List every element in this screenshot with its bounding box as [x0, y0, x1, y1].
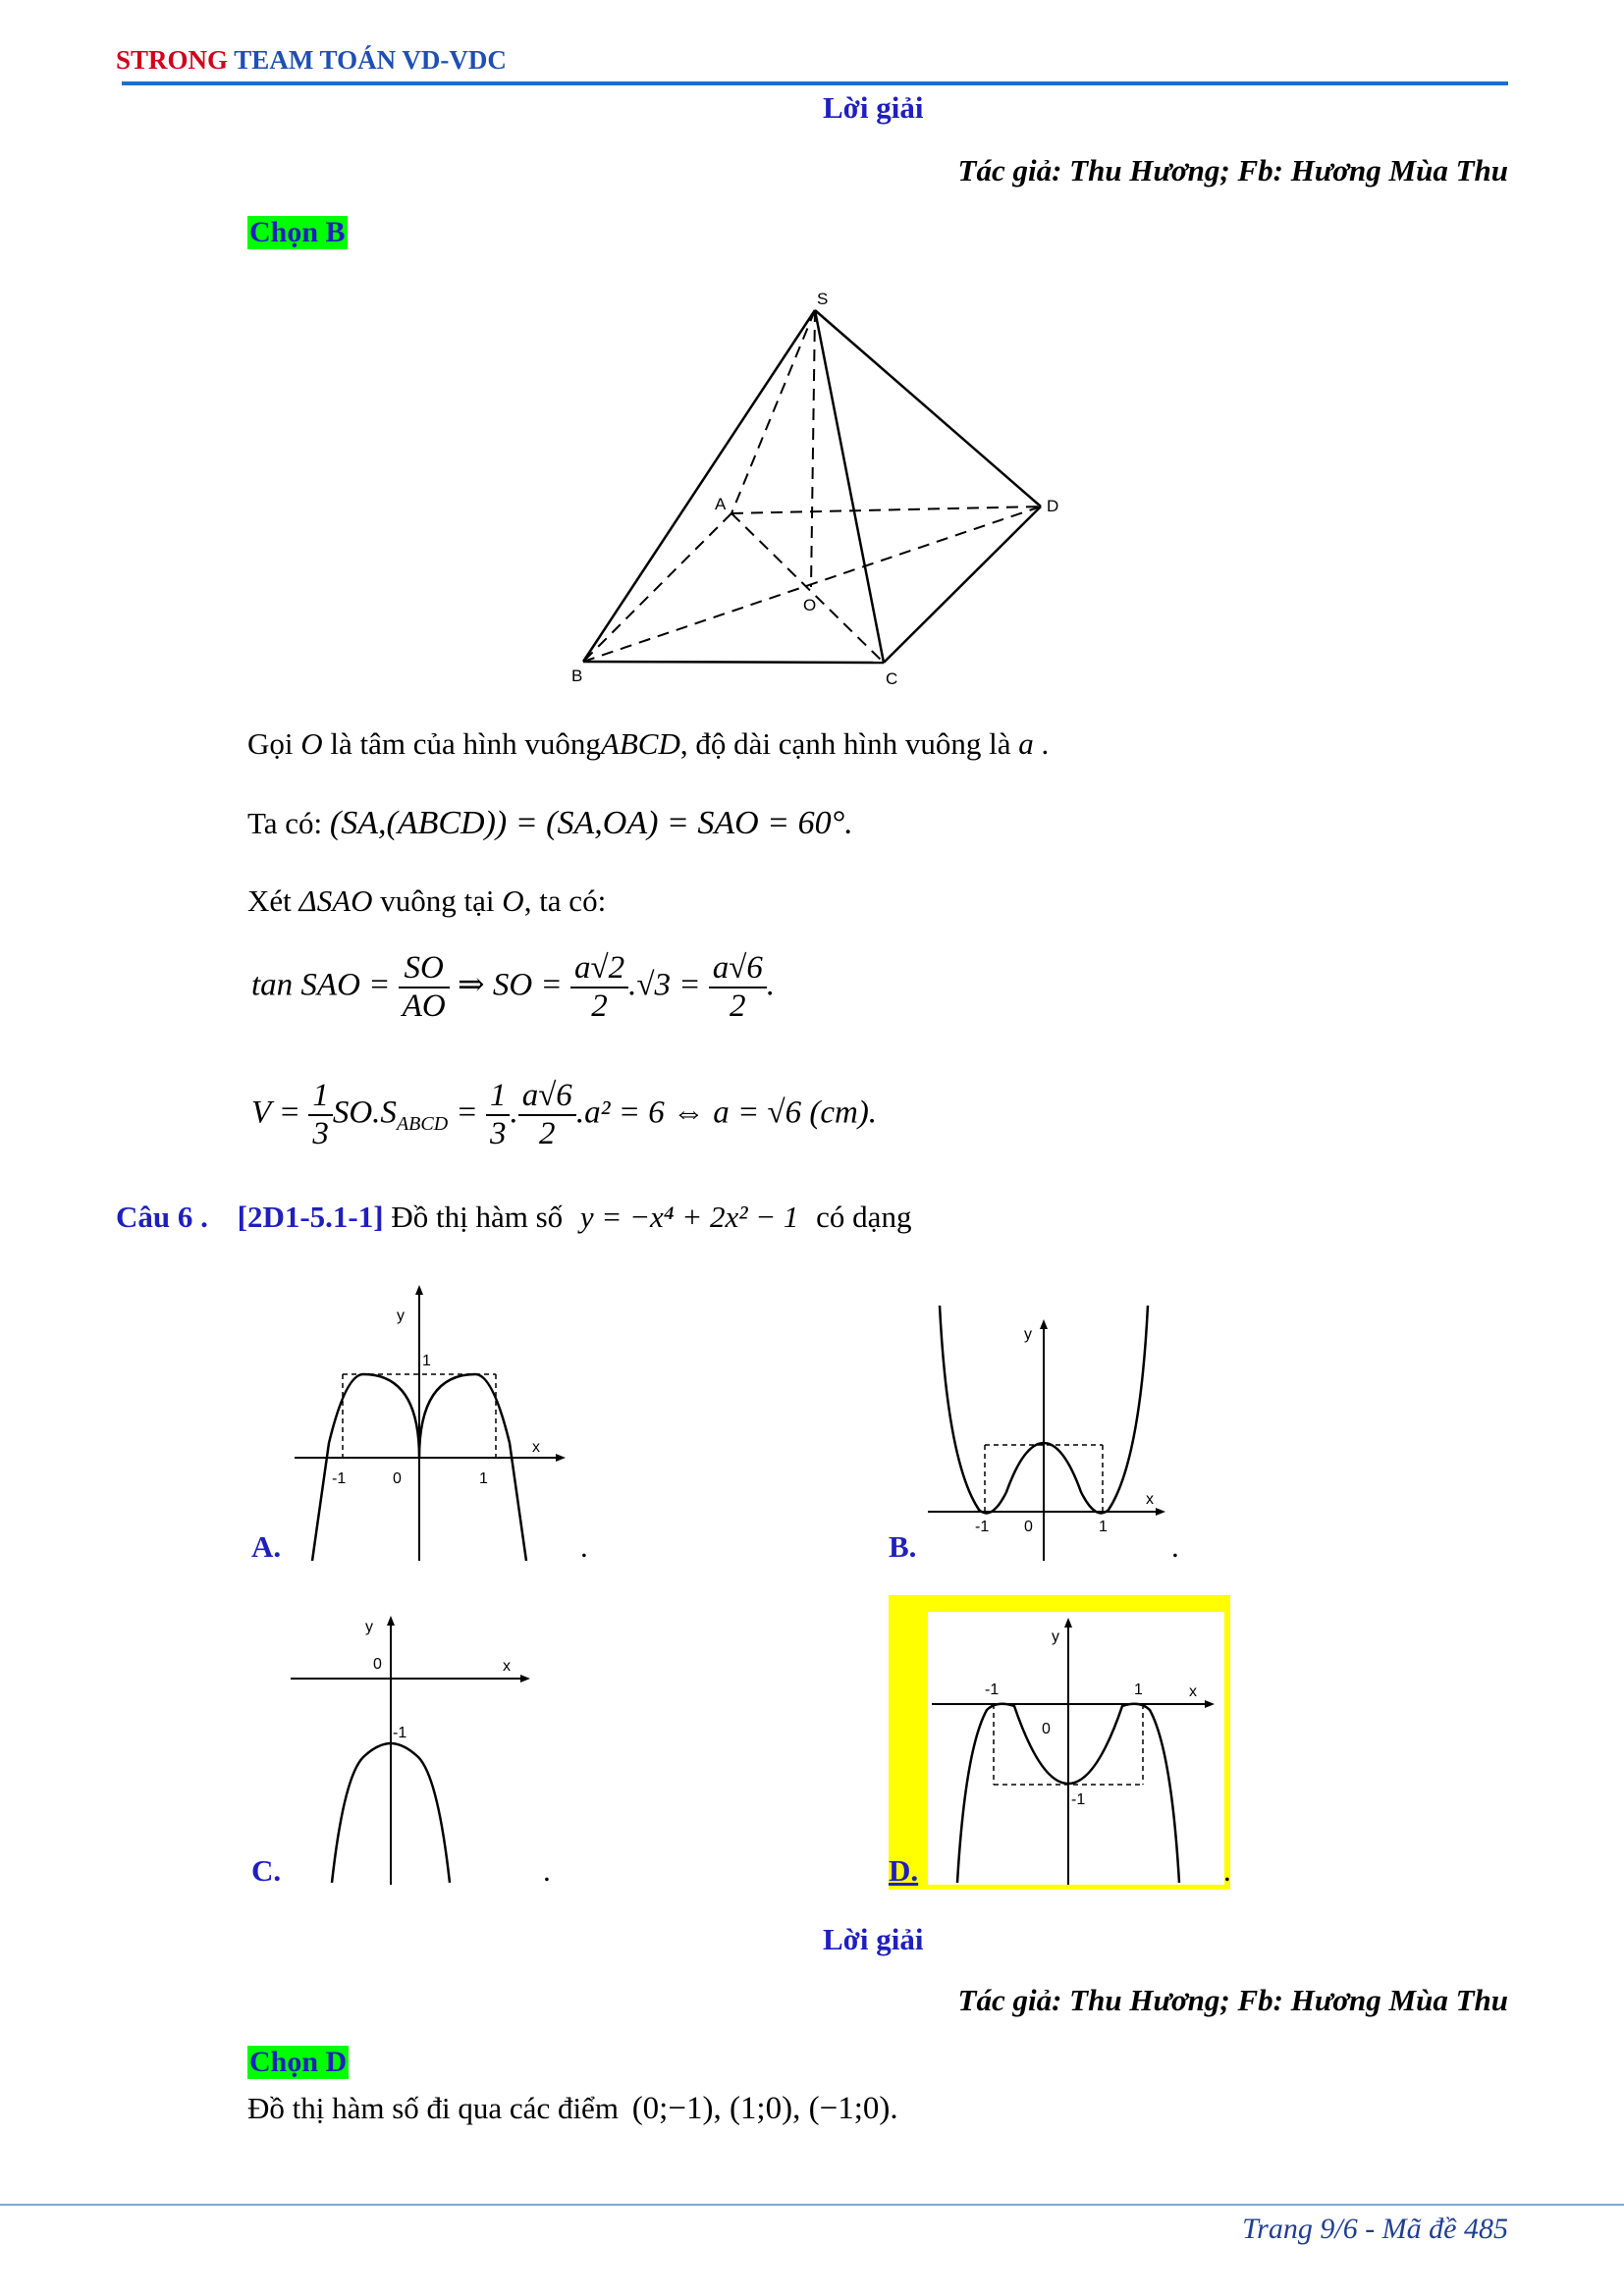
label-B: B [571, 667, 583, 685]
svg-text:x: x [532, 1439, 540, 1456]
footer-rule [0, 2204, 1624, 2206]
option-b[interactable]: B. [889, 1529, 917, 1564]
label-A: A [715, 495, 727, 513]
header-rule [122, 81, 1508, 85]
option-c[interactable]: C. [251, 1853, 282, 1888]
svg-text:y: y [397, 1308, 405, 1324]
question-6: Câu 6 . [2D1-5.1-1] Đồ thị hàm số y = −x⁴ + 2x² − 1 có dạng [116, 1200, 912, 1234]
label-D: D [1047, 497, 1059, 515]
svg-text:-1: -1 [985, 1682, 1000, 1698]
equation-tan: tan SAO = $\frac{SO}{AO}$ ⇒ SO = $\frac{a√2}{2}$ .√3 = $\frac{a√6}{2}$ . [251, 950, 776, 1024]
author-line-2: Tác giả: Thu Hương; Fb: Hương Mùa Thu [957, 1983, 1508, 2017]
solution-line-2: Ta có: (SA,(ABCD)) = (SA,OA) = SAO = 60°. [247, 805, 853, 841]
brand-team: TEAM TOÁN VD-VDC [234, 45, 507, 75]
svg-text:x: x [1189, 1683, 1197, 1700]
svg-text:1: 1 [422, 1353, 431, 1369]
chosen-answer-1: Chọn B [249, 216, 346, 248]
graph-option-d [928, 1612, 1224, 1885]
question-label: Câu 6 . [116, 1200, 208, 1234]
svg-text:-1: -1 [1071, 1791, 1086, 1808]
svg-text:x: x [1146, 1491, 1154, 1508]
svg-text:0: 0 [373, 1656, 382, 1673]
question-tag: [2D1-5.1-1] [237, 1200, 384, 1234]
svg-text:-1: -1 [332, 1470, 347, 1487]
pyramid-figure [550, 285, 1080, 697]
svg-text:y: y [1052, 1629, 1059, 1645]
solution-heading-2: Lời giải [823, 1922, 924, 1956]
svg-text:1: 1 [1099, 1519, 1108, 1535]
svg-text:-1: -1 [393, 1725, 407, 1741]
solution-line-1: Gọi O là tâm của hình vuôngABCD, độ dài cạnh hình vuông là a . [247, 726, 1050, 761]
option-d[interactable]: D. [889, 1853, 919, 1888]
header-brand [116, 45, 507, 76]
solution-heading-1: Lời giải [823, 90, 924, 125]
equation-volume: V = $\frac{1}{3}$ $SO.S_{ABCD}$ = $\frac{1}{3}$ . $\frac{a√6}{2}$ .a² = 6 ⇔ a = √6 (cm). [251, 1078, 878, 1151]
svg-text:1: 1 [479, 1470, 488, 1487]
graph-option-b [918, 1296, 1178, 1561]
svg-text:0: 0 [1042, 1721, 1051, 1737]
label-O: O [803, 596, 817, 614]
brand-strong: STRONG [116, 45, 229, 75]
svg-text:1: 1 [1134, 1682, 1143, 1698]
author-line-1: Tác giả: Thu Hương; Fb: Hương Mùa Thu [957, 153, 1508, 187]
svg-text:x: x [503, 1658, 511, 1675]
svg-text:0: 0 [393, 1470, 402, 1487]
label-C: C [886, 669, 898, 688]
option-b-end: . [1171, 1529, 1179, 1564]
chosen-answer-2: Chọn D [249, 2046, 348, 2078]
option-c-end: . [543, 1853, 551, 1888]
option-d-end: . [1223, 1853, 1231, 1888]
option-a-end: . [580, 1529, 588, 1564]
label-S: S [817, 290, 829, 308]
option-a[interactable]: A. [251, 1529, 282, 1564]
svg-text:y: y [365, 1619, 373, 1635]
solution2-line: Đồ thị hàm số đi qua các điểm (0;−1), (1;0), (−1;0). [247, 2091, 898, 2126]
svg-text:-1: -1 [975, 1519, 990, 1535]
graph-option-a [285, 1281, 579, 1561]
svg-text:y: y [1024, 1326, 1032, 1343]
graph-option-c [285, 1610, 540, 1885]
svg-text:0: 0 [1024, 1519, 1033, 1535]
page-footer: Trang 9/6 - Mã đề 485 [1242, 2213, 1508, 2245]
solution-line-3: Xét ΔSAO vuông tại O, ta có: [247, 883, 607, 918]
